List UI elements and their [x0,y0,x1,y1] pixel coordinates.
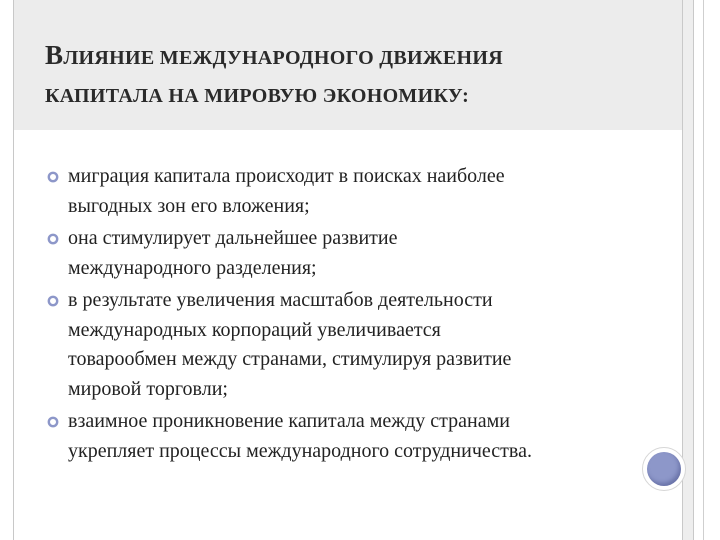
bullet-line: международного разделения; [68,256,317,279]
list-item [47,286,647,404]
bullet-list [47,162,647,469]
ring-bullet-icon [47,171,59,183]
decorative-circle-icon [642,447,686,491]
title-line-2: КАПИТАЛА НА МИРОВУЮ ЭКОНОМИКУ: [45,85,470,107]
bullet-line: миграция капитала происходит в поисках наиболее [68,165,505,187]
bullet-line: выгодных зон его вложения; [68,194,310,217]
ring-bullet-icon [47,416,59,428]
ring-bullet-icon [47,233,59,245]
title-initial-letter: В [45,40,64,70]
slide-title [45,36,645,115]
list-item [47,162,647,221]
title-line-1-rest: ЛИЯНИЕ МЕЖДУНАРОДНОГО ДВИЖЕНИЯ [63,47,503,69]
bullet-line: мировой торговли; [68,377,228,400]
bullet-line: укрепляет процессы международного сотрудничества. [68,439,532,462]
bullet-line: в результате увеличения масштабов деятельности [68,289,493,311]
bullet-line: международных корпораций увеличивается [68,318,441,341]
left-border-line [13,0,14,540]
list-item [47,224,647,283]
bullet-line: взаимное проникновение капитала между странами [68,410,510,432]
right-border-line [703,0,704,540]
bullet-line: она стимулирует дальнейшее развитие [68,227,398,249]
title-line-1 [45,36,645,77]
bullet-line: товарообмен между странами, стимулируя развитие [68,348,512,370]
list-item [47,407,647,466]
ring-bullet-icon [47,295,59,307]
